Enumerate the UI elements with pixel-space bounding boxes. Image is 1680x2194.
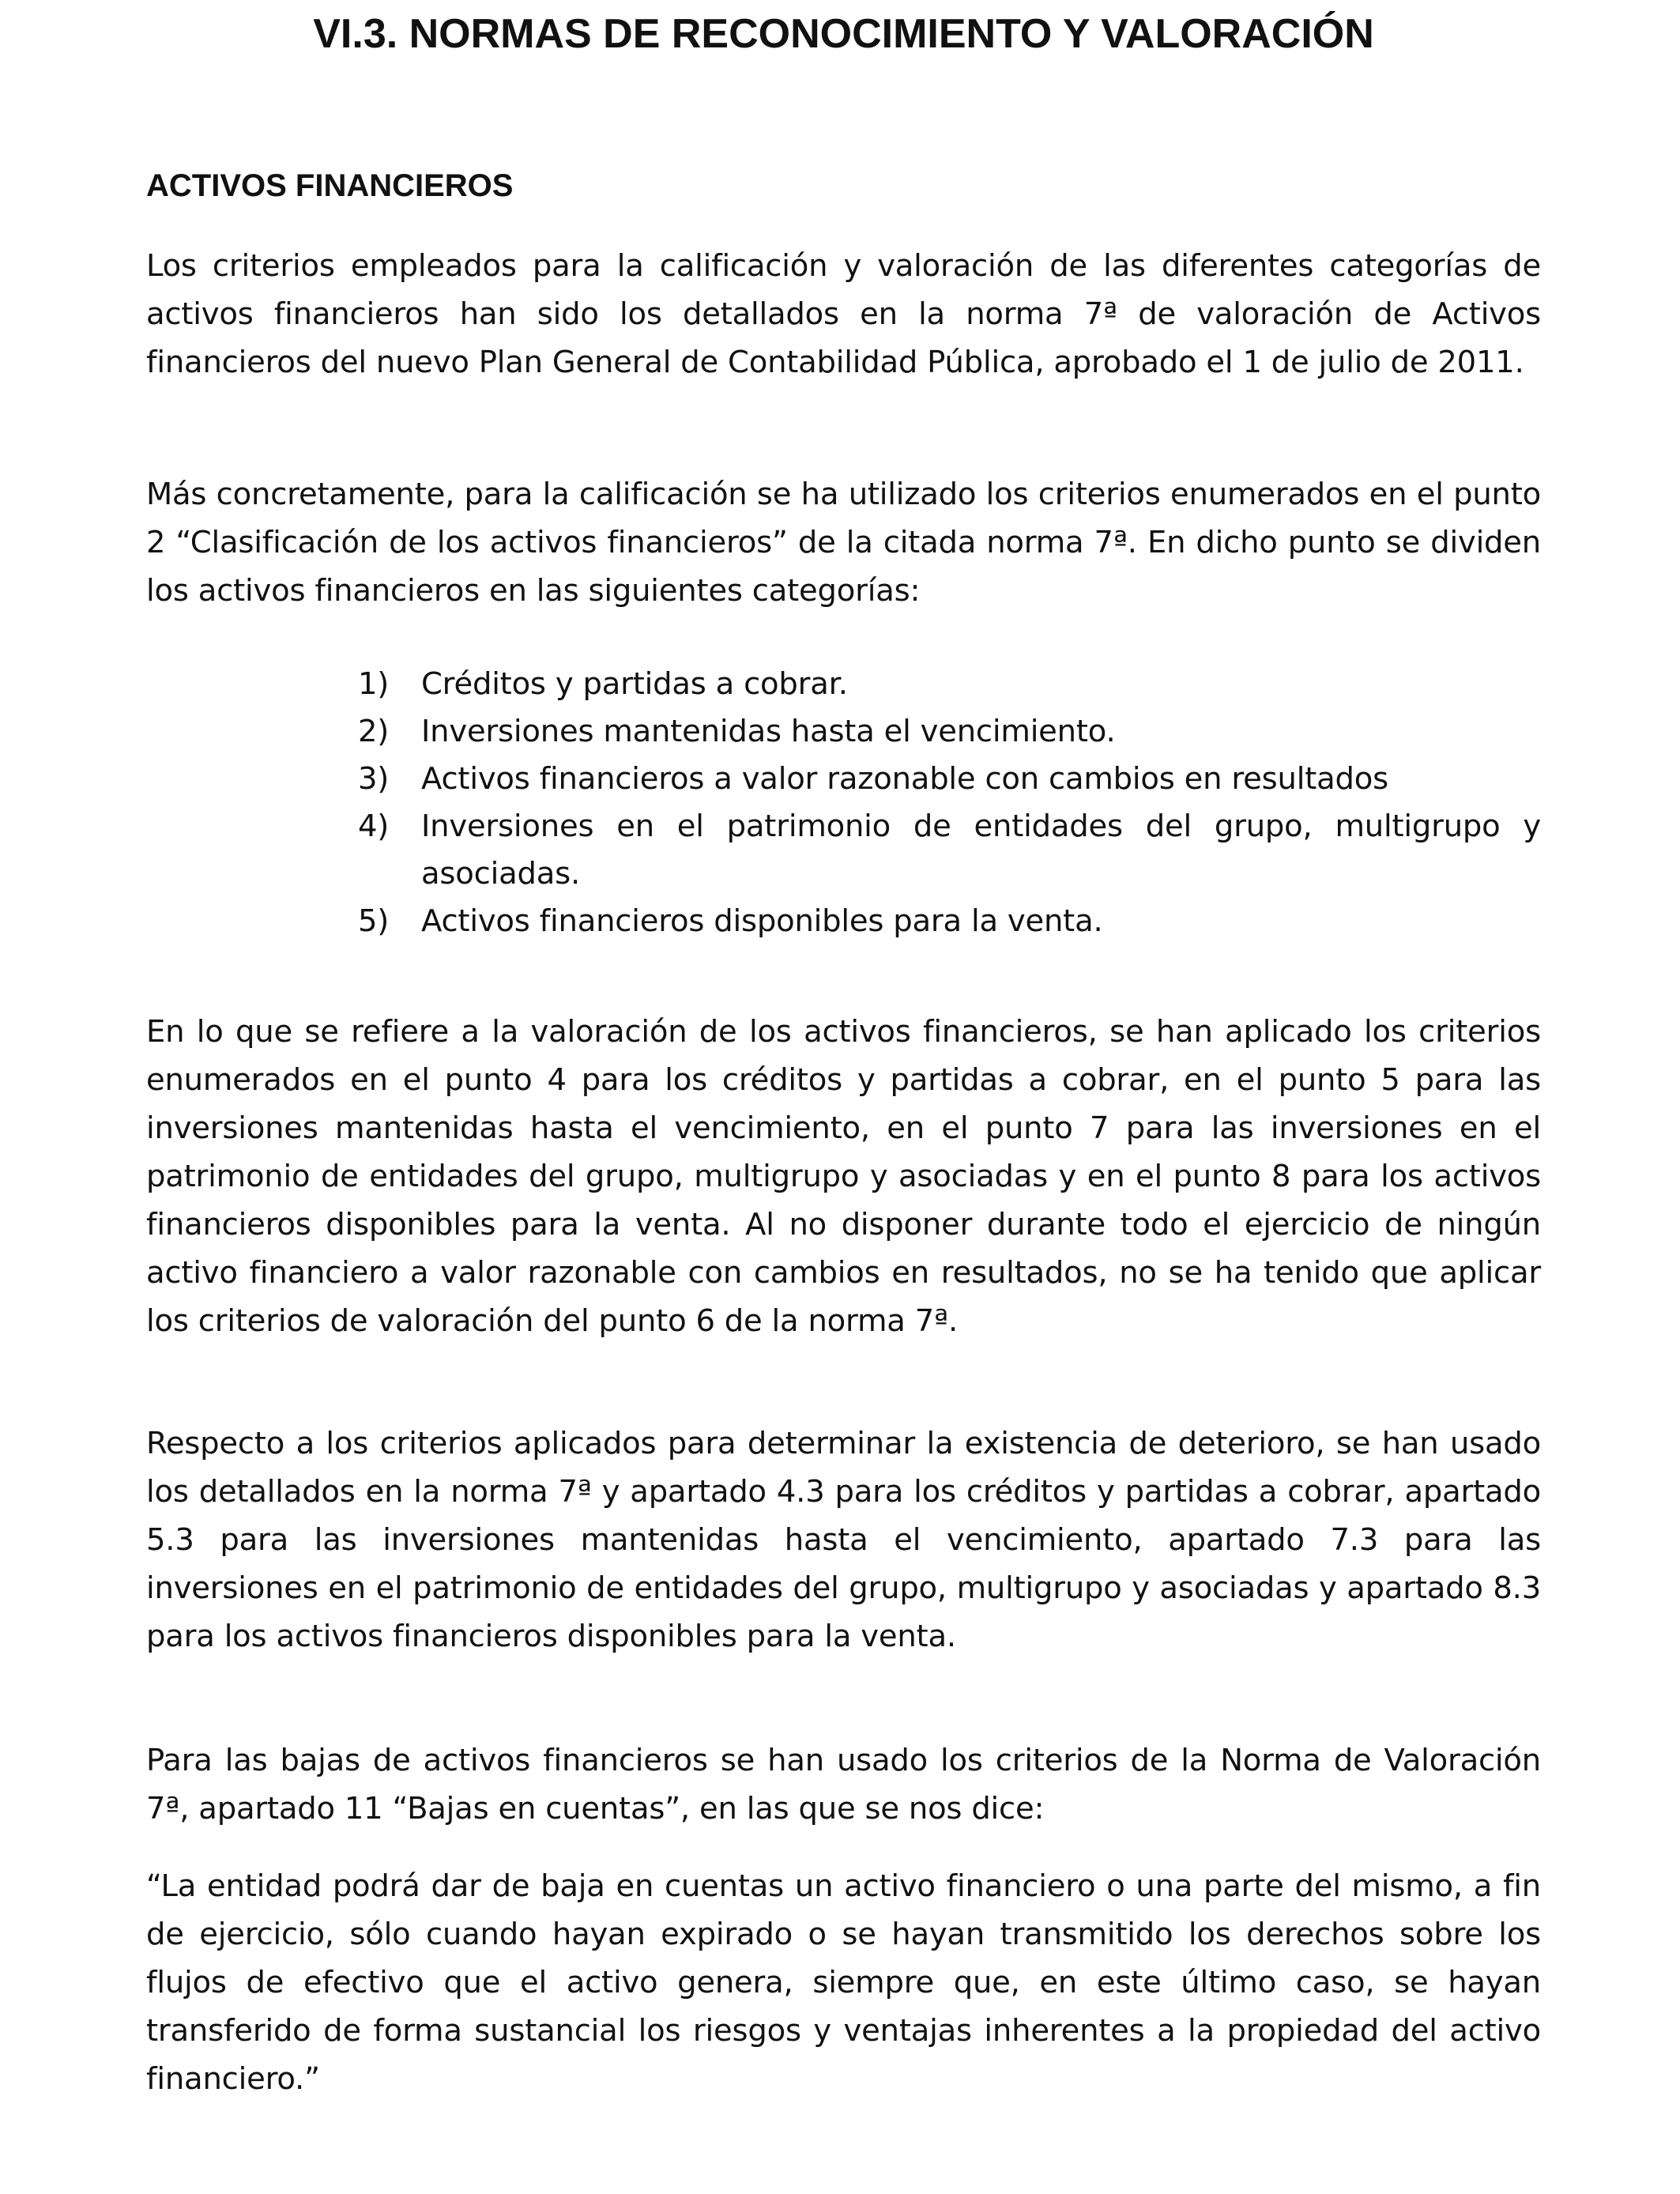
list-item-number: 5) (358, 903, 390, 939)
paragraph-impairment: Respecto a los criterios aplicados para determinar la existencia de deterioro, se han usado los detallados en la norma 7ª y apartado 4.3 para los créditos y partidas a cobrar, apartado 5.3 para las inversiones mantenidas hasta el vencimiento, apartado 7.3 para las inversiones en el patrimonio de entidades del grupo, multigrupo y asociadas y apartado 8.3 para los activos financieros disponibles para la venta. (146, 1426, 1541, 1654)
paragraph-classification: Más concretamente, para la calificación se ha utilizado los criterios enumerados en el punto 2 “Clasificación de los activos financieros” de la citada norma 7ª. En dicho punto se dividen los activos financieros en las siguientes categorías: (146, 477, 1541, 609)
list-item-text: Activos financieros a valor razonable con cambios en resultados (421, 761, 1388, 797)
list-item-number: 2) (358, 714, 390, 749)
list-item (358, 803, 1541, 898)
list-item-text: Activos financieros disponibles para la venta. (421, 903, 1103, 939)
page-title: VI.3. NORMAS DE RECONOCIMIENTO Y VALORACIÓN (313, 11, 1374, 57)
paragraph-valuation: En lo que se refiere a la valoración de los activos financieros, se han aplicado los criterios enumerados en el punto 4 para los créditos y partidas a cobrar, en el punto 5 para las inversiones mantenidas hasta el vencimiento, en el punto 7 para las inversiones en el patrimonio de entidades del grupo, multigrupo y asociadas y en el punto 8 para los activos financieros disponibles para la venta. Al no disponer durante todo el ejercicio de ningún activo financiero a valor razonable con cambios en resultados, no se ha tenido que aplicar los criterios de valoración del punto 6 de la norma 7ª. (146, 1014, 1541, 1339)
list-item-text: Inversiones en el patrimonio de entidades del grupo, multigrupo y asociadas. (421, 809, 1541, 892)
list-item (358, 661, 1541, 708)
paragraph-criteria: Los criterios empleados para la calificación y valoración de las diferentes categorías de activos financieros han sido los detallados en la norma 7ª de valoración de Activos financieros del nuevo Plan General de Contabilidad Pública, aprobado el 1 de julio de 2011. (146, 248, 1541, 380)
list-item-text: Créditos y partidas a cobrar. (421, 666, 848, 702)
section-heading: ACTIVOS FINANCIEROS (146, 168, 514, 203)
list-item-text: Inversiones mantenidas hasta el vencimiento. (421, 714, 1116, 749)
paragraph-quote: “La entidad podrá dar de baja en cuentas un activo financiero o una parte del mismo, a fin de ejercicio, sólo cuando hayan expirado o se hayan transmitido los derechos sobre los flujos de efectivo que el activo genera, siempre que, en este último caso, se hayan transferido de forma sustancial los riesgos y ventajas inherentes a la propiedad del activo financiero.” (146, 1868, 1541, 2097)
paragraph-derecognition: Para las bajas de activos financieros se han usado los criterios de la Norma de Valoración 7ª, apartado 11 “Bajas en cuentas”, en las que se nos dice: (146, 1743, 1541, 1826)
categories-list (358, 661, 1541, 945)
list-item-number: 4) (358, 809, 390, 844)
list-item (358, 708, 1541, 756)
list-item (358, 898, 1541, 945)
list-item-number: 1) (358, 666, 390, 702)
list-item (358, 756, 1541, 803)
list-item-number: 3) (358, 761, 390, 797)
